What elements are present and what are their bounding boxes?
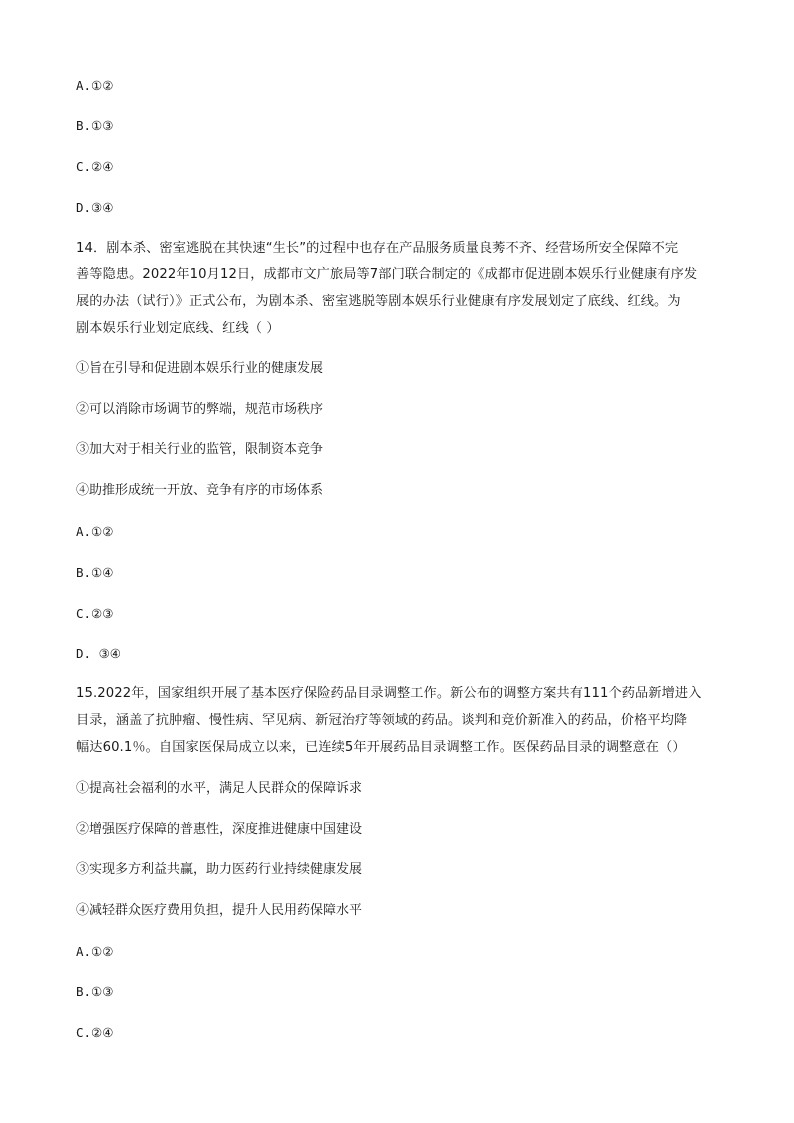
option-c: C.②④ — [76, 159, 114, 174]
q14-stem-line-4: 剧本娱乐行业划定底线、红线（ ） — [76, 321, 280, 336]
q14-option-a: A.①② — [76, 524, 114, 539]
q14-statement-2: ②可以消除市场调节的弊端，规范市场秩序 — [76, 402, 324, 417]
q15-option-b: B.①③ — [76, 984, 114, 999]
q14-statement-1: ①旨在引导和促进剧本娱乐行业的健康发展 — [76, 361, 324, 376]
q14-option-b: B.①④ — [76, 565, 114, 580]
q14-stem-line-2: 善等隐患。2022年10月12日，成都市文广旅局等7部门联合制定的《成都市促进剧本娱乐行业健康有序发 — [76, 267, 698, 282]
q14-statement-3: ③加大对于相关行业的监管，限制资本竞争 — [76, 442, 324, 457]
q15-statement-1: ①提高社会福利的水平，满足人民群众的保障诉求 — [76, 781, 363, 796]
q14-stem-line-3: 展的办法（试行）》正式公布，为剧本杀、密室逃脱等剧本娱乐行业健康有序发展划定了底线、红线。为 — [76, 294, 681, 309]
q14-option-c: C.②③ — [76, 606, 114, 621]
q14-stem-line-1: 14．剧本杀、密室逃脱在其快速“生长”的过程中也存在产品服务质量良莠不齐、经营场所安全保障不完 — [76, 241, 679, 256]
q15-statement-4: ④减轻群众医疗费用负担，提升人民用药保障水平 — [76, 903, 363, 918]
q15-stem-line-1: 15.2022年，国家组织开展了基本医疗保险药品目录调整工作。新公布的调整方案共有111个药品新增进入 — [76, 686, 702, 701]
q15-statement-2: ②增强医疗保障的普惠性，深度推进健康中国建设 — [76, 822, 363, 837]
q15-statement-3: ③实现多方利益共赢，助力医药行业持续健康发展 — [76, 862, 363, 877]
option-b: B.①③ — [76, 118, 114, 133]
q14-option-d: D. ③④ — [76, 646, 121, 661]
q15-stem-line-2: 目录，涵盖了抗肿瘤、慢性病、罕见病、新冠治疗等领域的药品。谈判和竞价新准入的药品，价格平均降 — [76, 713, 688, 728]
option-d: D.③④ — [76, 200, 114, 215]
option-a: A.①② — [76, 78, 114, 93]
q14-statement-4: ④助推形成统一开放、竞争有序的市场体系 — [76, 483, 324, 498]
q15-option-c: C.②④ — [76, 1025, 114, 1040]
q15-stem-line-3: 幅达60.1％。自国家医保局成立以来，已连续5年开展药品目录调整工作。医保药品目录的调整意在（） — [76, 740, 686, 755]
q15-option-a: A.①② — [76, 944, 114, 959]
